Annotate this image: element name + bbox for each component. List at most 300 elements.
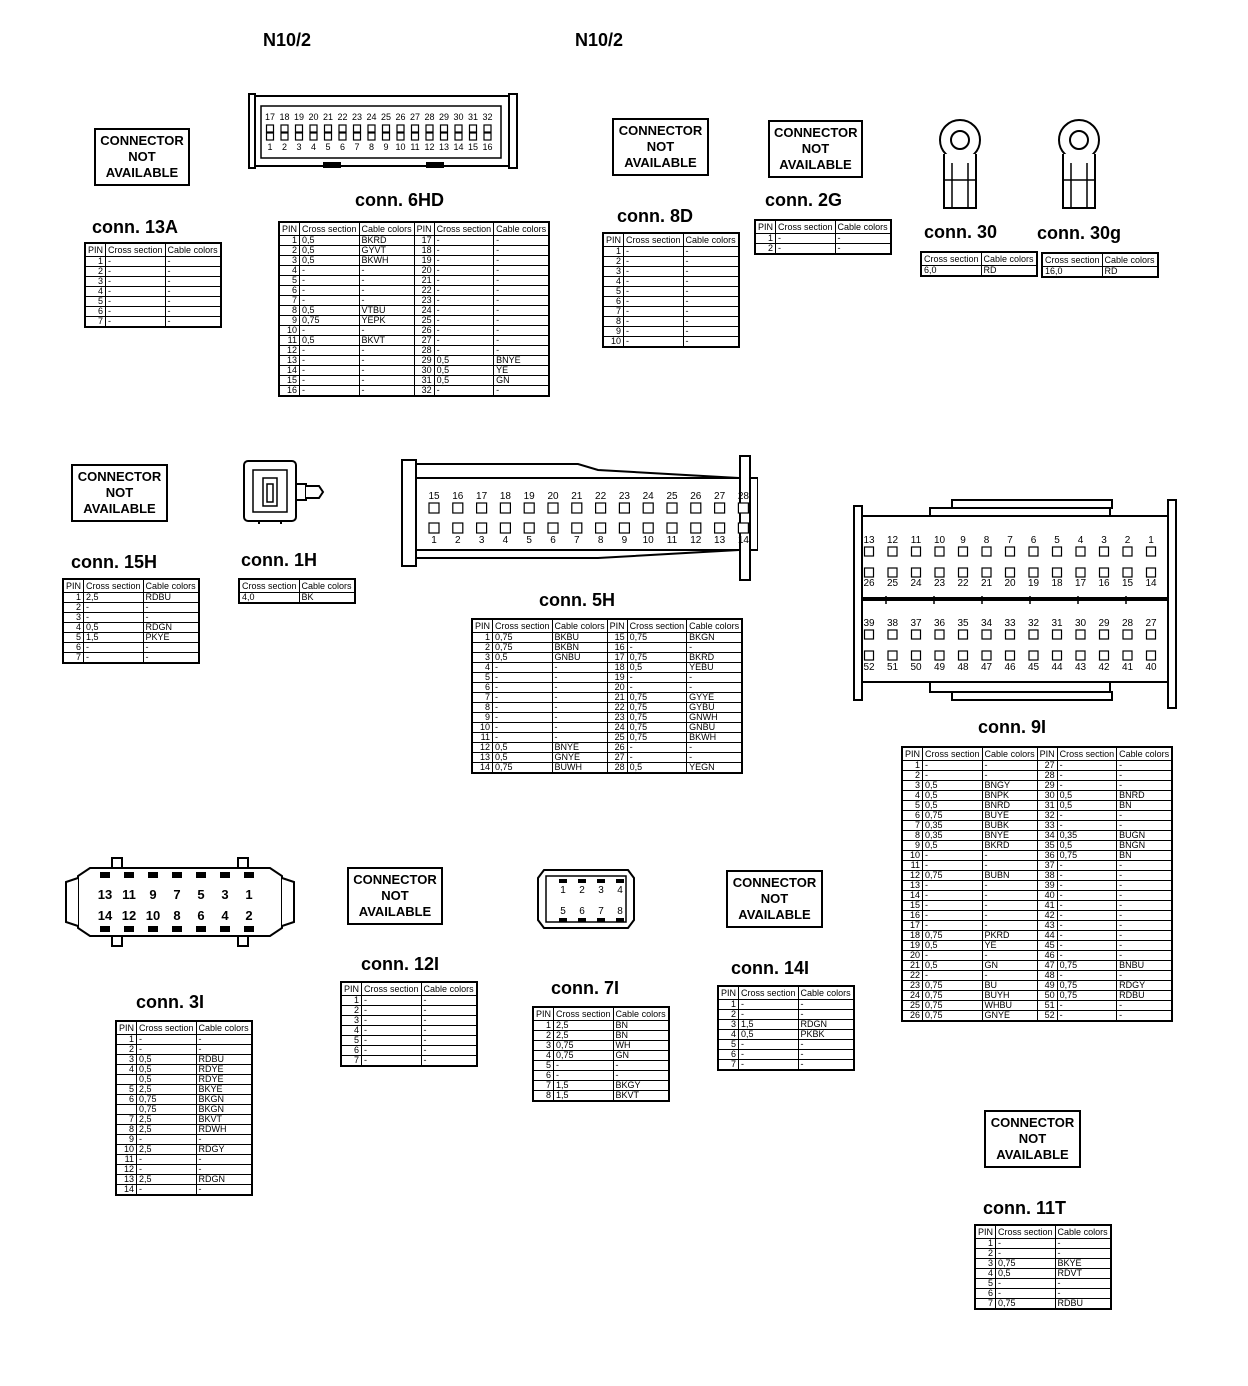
pin-label: 18 bbox=[279, 112, 290, 122]
cell-pin: 4 bbox=[279, 266, 300, 276]
cell-cable-color: PKYE bbox=[143, 633, 199, 643]
cell-cross-section: 2,5 bbox=[554, 1021, 614, 1031]
cell-pin: 13 bbox=[472, 753, 493, 763]
cell-cross-section: - bbox=[1057, 971, 1117, 981]
pin-tab bbox=[244, 926, 254, 932]
cell-cross-section: - bbox=[996, 1239, 1056, 1249]
connector-3I-drawing bbox=[60, 854, 300, 952]
cell-cable-color: - bbox=[359, 326, 414, 336]
pin-socket bbox=[1053, 630, 1062, 639]
pin-label: 28 bbox=[424, 112, 435, 122]
table-row bbox=[472, 683, 742, 693]
cell-pin: 6 bbox=[603, 297, 624, 307]
cell-cable-color: - bbox=[494, 276, 550, 286]
cell-cross-section: 0,5 bbox=[923, 791, 983, 801]
cell-cross-section: - bbox=[923, 891, 983, 901]
connector-6HD-drawing bbox=[248, 92, 520, 172]
pin-socket bbox=[982, 568, 991, 577]
cell-cable-color: BN bbox=[613, 1031, 669, 1041]
pin-label: 8 bbox=[597, 535, 604, 546]
col-cable-colors: Cable colors bbox=[196, 1021, 252, 1035]
pin-label: 21 bbox=[571, 491, 583, 502]
cell-cross-section: - bbox=[923, 901, 983, 911]
cell-cable-color: - bbox=[359, 276, 414, 286]
cell-cross-section: 16,0 bbox=[1042, 267, 1102, 278]
table-row bbox=[755, 244, 891, 255]
pin-socket bbox=[1123, 651, 1132, 660]
table-row bbox=[975, 1299, 1111, 1310]
cell-cross-section: - bbox=[923, 771, 983, 781]
pin-socket bbox=[619, 523, 629, 533]
pin-socket bbox=[548, 503, 558, 513]
pin-socket bbox=[325, 125, 332, 132]
cell-cable-color: - bbox=[196, 1135, 252, 1145]
title-conn-9I: conn. 9I bbox=[978, 717, 1047, 737]
cell-cross-section: - bbox=[1057, 881, 1117, 891]
cell-pin: 2 bbox=[533, 1031, 554, 1041]
pin-label: 34 bbox=[980, 618, 993, 629]
cell-cross-section: - bbox=[624, 287, 684, 297]
table-row bbox=[975, 1289, 1111, 1299]
cell-pin: 1 bbox=[85, 257, 106, 267]
cell-pin: 1 bbox=[341, 996, 362, 1006]
table-row bbox=[472, 733, 742, 743]
cell-pin: 42 bbox=[1037, 911, 1057, 921]
cell-cross-section: - bbox=[739, 1060, 799, 1071]
pin-label: 22 bbox=[337, 112, 348, 122]
pin-socket bbox=[1123, 547, 1132, 556]
cell-cable-color: - bbox=[196, 1155, 252, 1165]
cell-cross-section: - bbox=[434, 326, 494, 336]
cell-pin: 2 bbox=[341, 1006, 362, 1016]
cell-cross-section: 0,5 bbox=[1057, 841, 1117, 851]
cell-cable-color: - bbox=[982, 881, 1037, 891]
cell-pin: 14 bbox=[279, 366, 300, 376]
cell-pin: 39 bbox=[1037, 881, 1057, 891]
table-row bbox=[603, 257, 739, 267]
cell-cable-color: - bbox=[196, 1165, 252, 1175]
cell-cable-color: YEGN bbox=[687, 763, 743, 774]
pin-socket bbox=[667, 523, 677, 533]
cell-cross-section: 0,5 bbox=[923, 841, 983, 851]
pin-label: 18 bbox=[1051, 578, 1063, 589]
na-line1: CONNECTOR bbox=[618, 123, 703, 138]
cell-cable-color: RDYE bbox=[196, 1065, 252, 1075]
table-row bbox=[975, 1279, 1111, 1289]
cell-pin: 22 bbox=[414, 286, 434, 296]
pin-label: 15 bbox=[428, 491, 440, 502]
pin-socket bbox=[412, 133, 419, 140]
pin-label: 3 bbox=[221, 887, 229, 902]
pin-socket bbox=[572, 523, 582, 533]
cell-pin: 10 bbox=[279, 326, 300, 336]
cell-pin: 9 bbox=[603, 327, 624, 337]
cell-cable-color: - bbox=[494, 256, 550, 266]
pin-label: 32 bbox=[482, 112, 493, 122]
cell-cross-section: - bbox=[996, 1249, 1056, 1259]
table-row bbox=[63, 603, 199, 613]
cell-pin: 11 bbox=[902, 861, 923, 871]
cell-cross-section: - bbox=[923, 951, 983, 961]
cell-pin: 7 bbox=[279, 296, 300, 306]
pin-socket bbox=[691, 523, 701, 533]
cell-pin: 27 bbox=[607, 753, 627, 763]
cell-pin: 1 bbox=[533, 1021, 554, 1031]
pin-socket bbox=[477, 523, 487, 533]
col-cross-section: Cross section bbox=[1042, 253, 1102, 267]
cell-cable-color: - bbox=[165, 277, 221, 287]
cell-pin: 11 bbox=[116, 1155, 137, 1165]
cell-pin: 6 bbox=[63, 643, 84, 653]
col-cross-section: Cross section bbox=[921, 252, 981, 266]
cell-cable-color: - bbox=[683, 337, 739, 348]
pin-label: 26 bbox=[395, 112, 406, 122]
cell-cable-color: - bbox=[1117, 1001, 1173, 1011]
cell-cross-section: - bbox=[137, 1135, 197, 1145]
pin-socket bbox=[524, 503, 534, 513]
cell-cable-color: - bbox=[165, 297, 221, 307]
pin-label: 36 bbox=[933, 618, 946, 629]
cell-cross-section: 2,5 bbox=[137, 1125, 197, 1135]
table-row bbox=[341, 1006, 477, 1016]
pin-socket bbox=[281, 133, 288, 140]
table-row bbox=[472, 663, 742, 673]
table-row bbox=[279, 296, 549, 306]
col-pin: PIN bbox=[975, 1225, 996, 1239]
col-cable-colors: Cable colors bbox=[981, 252, 1037, 266]
col-cable-colors: Cable colors bbox=[798, 986, 854, 1000]
cell-cable-color: RDGN bbox=[798, 1020, 854, 1030]
cell-cable-color: - bbox=[552, 713, 607, 723]
col-cross-section: Cross section bbox=[739, 986, 799, 1000]
ring-terminal-30g-drawing bbox=[1055, 118, 1105, 216]
cell-cable-color: GYVT bbox=[359, 246, 414, 256]
cell-cross-section: - bbox=[1057, 761, 1117, 771]
table-row bbox=[85, 317, 221, 328]
table-header-row bbox=[279, 222, 549, 236]
na-line1: CONNECTOR bbox=[100, 133, 184, 148]
cell-cable-color: - bbox=[359, 346, 414, 356]
cell-pin: 8 bbox=[116, 1125, 137, 1135]
col-cross-section: Cross section bbox=[239, 579, 299, 593]
pin-label: 5 bbox=[325, 142, 331, 152]
cell-cross-section: - bbox=[624, 327, 684, 337]
pin-socket bbox=[1076, 630, 1085, 639]
cell-pin: 29 bbox=[414, 356, 434, 366]
cell-cross-section: - bbox=[434, 306, 494, 316]
pin-socket bbox=[865, 651, 874, 660]
col-pin: PIN bbox=[603, 233, 624, 247]
cell-pin: 12 bbox=[116, 1165, 137, 1175]
pin-label: 49 bbox=[933, 662, 946, 673]
pin-tab bbox=[220, 872, 230, 878]
pin-tab bbox=[196, 872, 206, 878]
cell-pin: 4 bbox=[603, 277, 624, 287]
pin-label: 46 bbox=[1004, 662, 1016, 673]
cell-pin: 14 bbox=[472, 763, 493, 774]
cell-pin: 14 bbox=[116, 1185, 137, 1196]
cell-pin: 12 bbox=[902, 871, 923, 881]
col-cross-section: Cross section bbox=[923, 747, 983, 761]
pin-socket bbox=[426, 125, 433, 132]
table-row bbox=[472, 643, 742, 653]
pin-socket bbox=[982, 651, 991, 660]
cell-pin: 19 bbox=[414, 256, 434, 266]
cell-pin: 20 bbox=[607, 683, 627, 693]
cell-pin: 12 bbox=[279, 346, 300, 356]
table-row bbox=[902, 771, 1172, 781]
cell-cross-section: 0,75 bbox=[493, 633, 553, 643]
pin-label: 51 bbox=[886, 662, 899, 673]
cell-cross-section: - bbox=[434, 316, 494, 326]
pin-label: 11 bbox=[410, 142, 420, 152]
pin-label: 6 bbox=[550, 535, 556, 546]
cell-pin: 2 bbox=[85, 267, 106, 277]
cell-cable-color: RDBU bbox=[196, 1055, 252, 1065]
cell-pin: 36 bbox=[1037, 851, 1057, 861]
cell-cross-section: - bbox=[137, 1035, 197, 1045]
cell-cross-section: 0,5 bbox=[300, 336, 360, 346]
pin-label: 50 bbox=[910, 662, 922, 673]
cell-pin: 28 bbox=[1037, 771, 1057, 781]
table-row bbox=[279, 376, 549, 386]
cell-cross-section: - bbox=[362, 1056, 422, 1067]
cell-cross-section: - bbox=[137, 1155, 197, 1165]
col-cable-colors: Cable colors bbox=[552, 619, 607, 633]
cell-cross-section: 4,0 bbox=[239, 593, 299, 604]
pin-label: 8 bbox=[983, 535, 990, 546]
pin-socket bbox=[715, 523, 725, 533]
cell-pin: 30 bbox=[414, 366, 434, 376]
cell-cross-section: - bbox=[923, 881, 983, 891]
pin-socket bbox=[368, 125, 375, 132]
cell-cross-section: 2,5 bbox=[84, 593, 144, 603]
cell-pin: 2 bbox=[902, 771, 923, 781]
pin-label: 44 bbox=[1051, 662, 1063, 673]
cell-cross-section: - bbox=[627, 673, 687, 683]
table-row bbox=[902, 991, 1172, 1001]
table-row bbox=[116, 1055, 252, 1065]
pin-label: 30 bbox=[1074, 618, 1087, 629]
na-line1: CONNECTOR bbox=[353, 872, 437, 887]
pin-socket bbox=[441, 125, 448, 132]
table-header-row bbox=[533, 1007, 669, 1021]
cell-cross-section: - bbox=[300, 286, 360, 296]
cell-cable-color: BKWH bbox=[359, 256, 414, 266]
cell-cross-section: - bbox=[434, 386, 494, 397]
pin-label: 1 bbox=[431, 535, 437, 546]
cell-pin: 6 bbox=[116, 1095, 137, 1105]
cell-pin: 13 bbox=[902, 881, 923, 891]
pin-label: 19 bbox=[1027, 578, 1040, 589]
cell-pin: 33 bbox=[1037, 821, 1057, 831]
pin-socket bbox=[412, 125, 419, 132]
table-row bbox=[603, 297, 739, 307]
table-row bbox=[533, 1071, 669, 1081]
cell-cable-color: RD bbox=[1102, 267, 1158, 278]
cell-cable-color: RDBU bbox=[1055, 1299, 1111, 1310]
col-pin: PIN bbox=[533, 1007, 554, 1021]
table-row bbox=[116, 1095, 252, 1105]
table-row bbox=[279, 356, 549, 366]
cell-cable-color: GN bbox=[613, 1051, 669, 1061]
cell-cross-section: - bbox=[996, 1289, 1056, 1299]
cell-cable-color: BNYE bbox=[494, 356, 550, 366]
cell-cable-color: - bbox=[683, 267, 739, 277]
cell-cross-section: - bbox=[493, 733, 553, 743]
cell-pin: 2 bbox=[718, 1010, 739, 1020]
pin-label: 5 bbox=[197, 887, 205, 902]
cell-pin: 27 bbox=[414, 336, 434, 346]
cell-cable-color: - bbox=[687, 683, 743, 693]
table-row bbox=[341, 1016, 477, 1026]
cell-cable-color: - bbox=[494, 306, 550, 316]
cell-pin: 8 bbox=[472, 703, 493, 713]
col-cross-section: Cross section bbox=[493, 619, 553, 633]
table-row bbox=[902, 851, 1172, 861]
cell-cable-color: - bbox=[982, 911, 1037, 921]
cell-cable-color: YE bbox=[982, 941, 1037, 951]
cell-cable-color: - bbox=[494, 326, 550, 336]
cell-cable-color: - bbox=[165, 257, 221, 267]
pin-label: 22 bbox=[595, 491, 607, 502]
cell-cross-section: - bbox=[300, 296, 360, 306]
pin-socket bbox=[959, 568, 968, 577]
table-row bbox=[902, 831, 1172, 841]
cell-cross-section: - bbox=[739, 1050, 799, 1060]
title-conn-2G: conn. 2G bbox=[765, 190, 843, 210]
cell-pin: 23 bbox=[902, 981, 923, 991]
pin-label: 26 bbox=[863, 578, 875, 589]
cell-cable-color: - bbox=[1117, 771, 1173, 781]
table-row bbox=[472, 633, 742, 643]
cell-pin: 24 bbox=[607, 723, 627, 733]
cell-cross-section: 1,5 bbox=[84, 633, 144, 643]
pin-label: 2 bbox=[455, 535, 461, 546]
pin-socket bbox=[339, 133, 346, 140]
cell-cable-color: - bbox=[1117, 871, 1173, 881]
cell-cross-section: - bbox=[624, 297, 684, 307]
pin-tab bbox=[124, 872, 134, 878]
table-row bbox=[116, 1125, 252, 1135]
cell-cable-color: - bbox=[552, 693, 607, 703]
pin-tab bbox=[220, 926, 230, 932]
ring-terminal-30-drawing bbox=[936, 118, 986, 216]
not-available-box-15H bbox=[71, 464, 168, 522]
pin-socket bbox=[888, 547, 897, 556]
table-header-row bbox=[63, 579, 199, 593]
cell-cross-section: 0,5 bbox=[300, 236, 360, 246]
pin-label: 26 bbox=[690, 491, 702, 502]
table-row bbox=[902, 1001, 1172, 1011]
cell-pin: 2 bbox=[603, 257, 624, 267]
pin-label: 31 bbox=[1051, 618, 1063, 629]
table-row bbox=[975, 1239, 1111, 1249]
cell-pin: 4 bbox=[533, 1051, 554, 1061]
col-cross-section: Cross section bbox=[434, 222, 494, 236]
cell-cross-section: 0,75 bbox=[1057, 991, 1117, 1001]
cell-cable-color: - bbox=[165, 317, 221, 328]
cell-pin: 6 bbox=[85, 307, 106, 317]
cell-pin: 28 bbox=[414, 346, 434, 356]
col-cable-colors: Cable colors bbox=[165, 243, 221, 257]
pin-label: 41 bbox=[1121, 662, 1134, 673]
cell-cable-color: - bbox=[359, 356, 414, 366]
cell-pin: 49 bbox=[1037, 981, 1057, 991]
cell-cable-color: - bbox=[359, 366, 414, 376]
cell-cable-color: BNYE bbox=[552, 743, 607, 753]
pin-label: 4 bbox=[502, 535, 509, 546]
cell-pin: 46 bbox=[1037, 951, 1057, 961]
title-conn-30g: conn. 30g bbox=[1037, 223, 1122, 243]
table-row bbox=[472, 743, 742, 753]
pin-label: 8 bbox=[368, 142, 375, 152]
table-row bbox=[902, 971, 1172, 981]
na-line2: NOT bbox=[381, 888, 409, 903]
cell-cable-color: - bbox=[1117, 891, 1173, 901]
pin-table-3I bbox=[115, 1020, 253, 1196]
cell-cross-section: - bbox=[434, 236, 494, 246]
cell-pin: 9 bbox=[279, 316, 300, 326]
cell-cable-color: RDBU bbox=[143, 593, 199, 603]
cell-cross-section: - bbox=[1057, 901, 1117, 911]
cell-cross-section: 0,75 bbox=[554, 1051, 614, 1061]
cell-cable-color: - bbox=[143, 613, 199, 623]
pin-socket bbox=[865, 630, 874, 639]
cell-pin: 1 bbox=[755, 234, 776, 244]
cell-cable-color: - bbox=[552, 673, 607, 683]
cell-cable-color: - bbox=[165, 287, 221, 297]
cell-pin: 5 bbox=[341, 1036, 362, 1046]
col-cable-colors: Cable colors bbox=[421, 982, 477, 996]
pin-label: 1 bbox=[245, 887, 253, 902]
cell-cross-section: 0,75 bbox=[923, 811, 983, 821]
cell-cable-color: - bbox=[359, 376, 414, 386]
cell-cable-color: GNYE bbox=[982, 1011, 1037, 1022]
cell-pin: 16 bbox=[279, 386, 300, 397]
table-row bbox=[341, 1036, 477, 1046]
cell-pin: 7 bbox=[533, 1081, 554, 1091]
cell-cable-color: - bbox=[1055, 1289, 1111, 1299]
cell-pin: 41 bbox=[1037, 901, 1057, 911]
pin-label: 21 bbox=[980, 578, 993, 589]
pin-label: 2 bbox=[579, 885, 585, 896]
cell-pin: 16 bbox=[902, 911, 923, 921]
cell-pin: 5 bbox=[902, 801, 923, 811]
table-row bbox=[85, 287, 221, 297]
cell-pin: 5 bbox=[533, 1061, 554, 1071]
cell-pin: 1 bbox=[279, 236, 300, 246]
cell-cable-color: - bbox=[1117, 881, 1173, 891]
pin-socket bbox=[888, 630, 897, 639]
cell-cable-color: PKBK bbox=[798, 1030, 854, 1040]
cell-cross-section: - bbox=[1057, 951, 1117, 961]
table-header-row bbox=[341, 982, 477, 996]
cell-cross-section: - bbox=[493, 683, 553, 693]
cell-cross-section: - bbox=[996, 1279, 1056, 1289]
header-right: N10/2 bbox=[575, 30, 624, 50]
cell-pin: 27 bbox=[1037, 761, 1057, 771]
pin-table-7I bbox=[532, 1006, 670, 1102]
col-cross-section: Cross section bbox=[300, 222, 360, 236]
title-conn-7I: conn. 7I bbox=[551, 978, 620, 998]
cell-cable-color: BKBN bbox=[552, 643, 607, 653]
cell-cable-color: - bbox=[421, 1026, 477, 1036]
pin-socket bbox=[1100, 568, 1109, 577]
cell-cable-color: BKVT bbox=[613, 1091, 669, 1102]
cell-pin: 44 bbox=[1037, 931, 1057, 941]
cell-cable-color: BUBK bbox=[982, 821, 1037, 831]
